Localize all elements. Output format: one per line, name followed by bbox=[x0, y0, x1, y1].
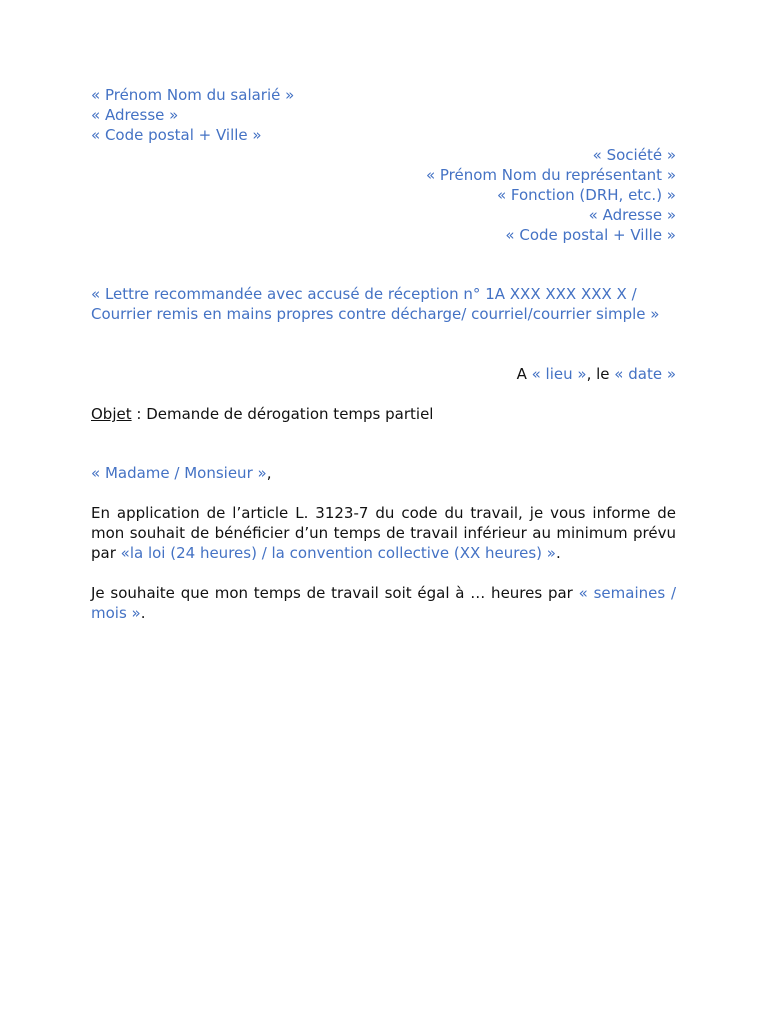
salutation bbox=[91, 463, 676, 483]
subject-label: Objet bbox=[91, 405, 132, 423]
paragraph-request bbox=[91, 503, 676, 563]
place-placeholder: « lieu » bbox=[531, 365, 587, 383]
paragraph-hours-end: . bbox=[140, 604, 146, 622]
place-date-prefix: A bbox=[516, 365, 532, 383]
recipient-company: « Société » bbox=[592, 146, 676, 164]
place-date-middle: , le bbox=[586, 365, 615, 383]
subject-line bbox=[91, 404, 676, 424]
recipient-city: « Code postal + Ville » bbox=[505, 226, 676, 244]
paragraph-hours-placeholder: « semaines / mois » bbox=[91, 584, 676, 622]
paragraph-hours-text: Je souhaite que mon temps de travail soit égal à … heures par bbox=[91, 584, 579, 602]
recipient-representative: « Prénom Nom du représentant » bbox=[425, 166, 676, 184]
subject-text: Demande de dérogation temps partiel bbox=[146, 405, 434, 423]
salutation-placeholder: « Madame / Monsieur » bbox=[91, 464, 267, 482]
salutation-punct: , bbox=[266, 464, 272, 482]
paragraph-hours bbox=[91, 583, 676, 623]
employee-city: « Code postal + Ville » bbox=[91, 126, 262, 144]
employee-name: « Prénom Nom du salarié » bbox=[91, 86, 295, 104]
place-date bbox=[91, 364, 676, 384]
recipient-function: « Fonction (DRH, etc.) » bbox=[496, 186, 676, 204]
delivery-line-1: « Lettre recommandée avec accusé de réception n° 1A XXX XXX XXX X / bbox=[91, 285, 637, 303]
date-placeholder: « date » bbox=[614, 365, 676, 383]
recipient-address: « Adresse » bbox=[588, 206, 676, 224]
delivery-line-2: Courrier remis en mains propres contre décharge/ courriel/courrier simple » bbox=[91, 305, 660, 323]
paragraph-request-placeholder: «la loi (24 heures) / la convention collective (XX heures) » bbox=[120, 544, 556, 562]
paragraph-request-end: . bbox=[555, 544, 561, 562]
subject-separator: : bbox=[131, 405, 147, 423]
paragraph-request-text: En application de l’article L. 3123-7 du code du travail, je vous informe de mon souhait de bénéficier d’un temps de travail inférieur au minimum prévu par bbox=[91, 504, 676, 562]
employee-address: « Adresse » bbox=[91, 106, 179, 124]
